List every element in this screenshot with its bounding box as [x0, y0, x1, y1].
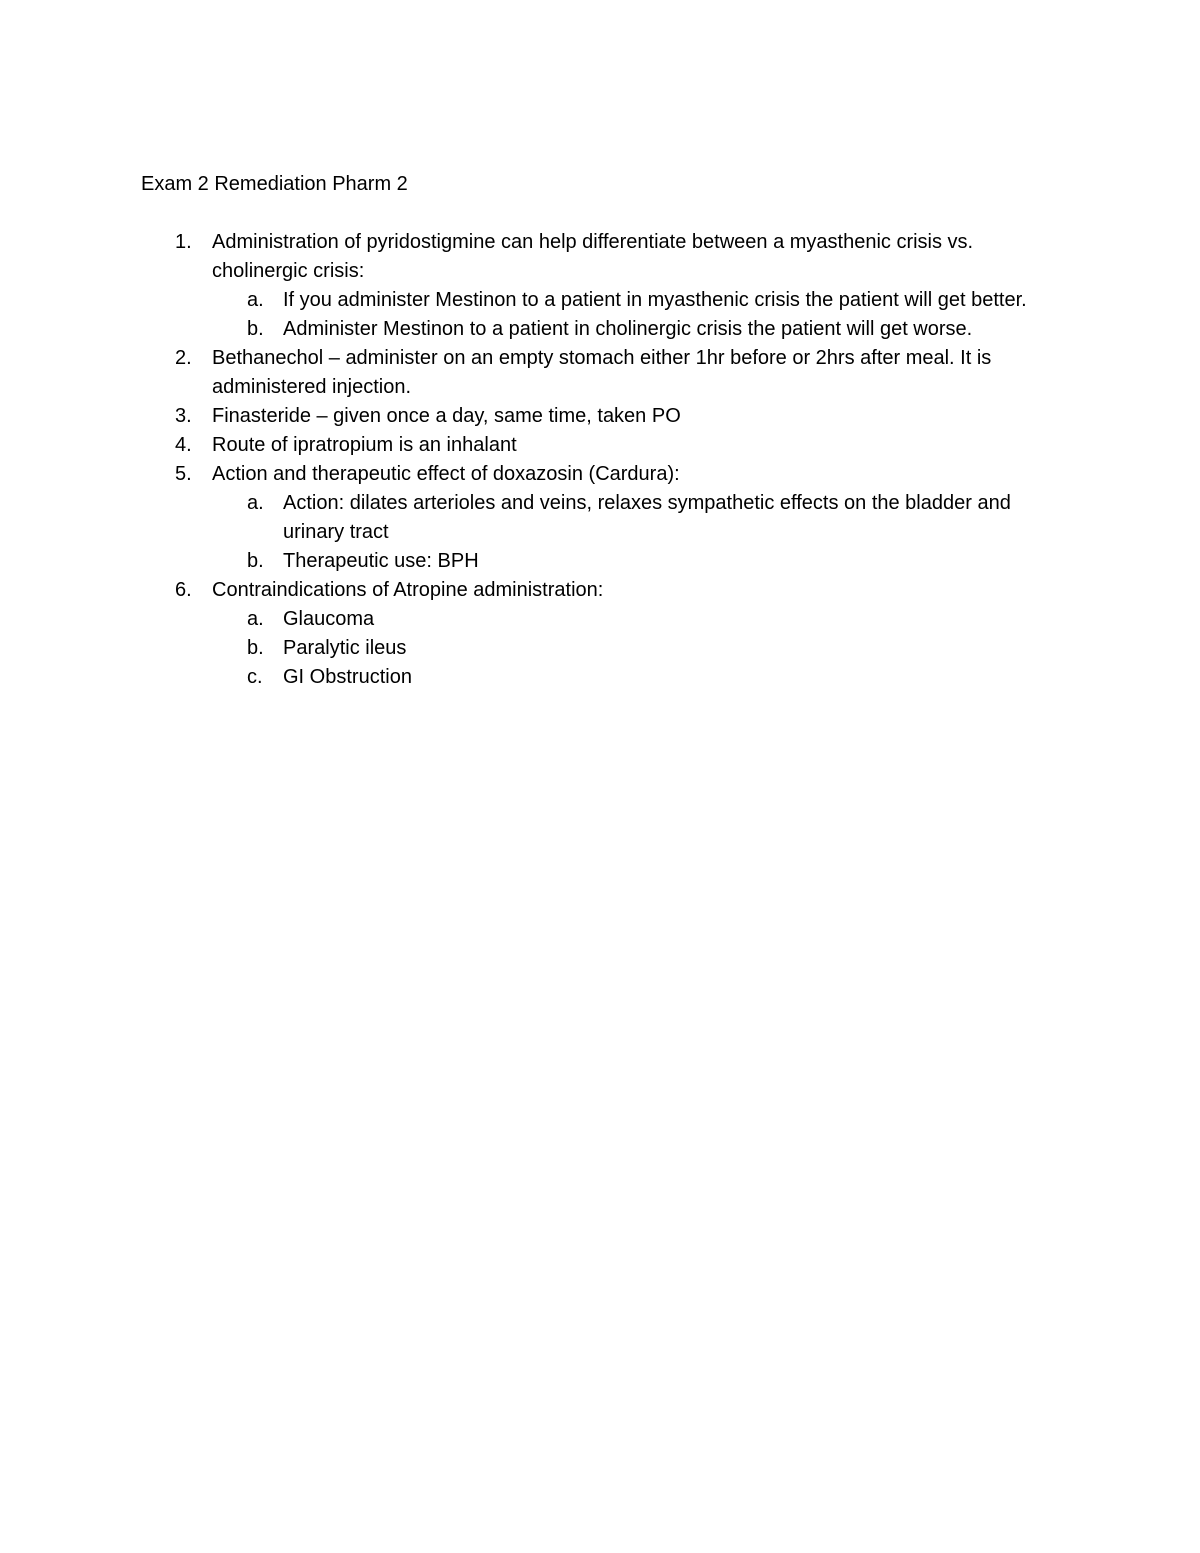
- sub-item-letter: b.: [247, 550, 264, 572]
- sub-list: [212, 605, 1061, 692]
- remediation-list: [141, 228, 1061, 692]
- list-item: [141, 576, 1061, 692]
- sub-list-item: [212, 663, 1061, 692]
- sub-item-text: Therapeutic use: BPH: [283, 550, 479, 572]
- document-title: Exam 2 Remediation Pharm 2: [141, 173, 408, 195]
- sub-item-letter: c.: [247, 666, 263, 688]
- item-number: 4.: [175, 434, 192, 456]
- item-number: 1.: [175, 231, 192, 253]
- sub-list-item: [212, 286, 1061, 315]
- sub-item-text: Action: dilates arterioles and veins, relaxes sympathetic effects on the bladder and urinary tract: [283, 492, 1011, 543]
- sub-item-letter: b.: [247, 318, 264, 340]
- sub-item-letter: a.: [247, 492, 264, 514]
- item-text: Finasteride – given once a day, same time, taken PO: [212, 405, 681, 427]
- item-number: 2.: [175, 347, 192, 369]
- sub-list-item: [212, 605, 1061, 634]
- item-text: Administration of pyridostigmine can help differentiate between a myasthenic crisis vs. cholinergic crisis:: [212, 231, 974, 282]
- item-number: 3.: [175, 405, 192, 427]
- list-item: [141, 402, 1061, 431]
- sub-list-item: [212, 547, 1061, 576]
- sub-item-text: Glaucoma: [283, 608, 375, 630]
- item-text: Action and therapeutic effect of doxazosin (Cardura):: [212, 463, 680, 485]
- item-text: Bethanechol – administer on an empty stomach either 1hr before or 2hrs after meal. It is administered injection.: [212, 347, 992, 398]
- sub-item-letter: a.: [247, 608, 264, 630]
- sub-list: [212, 489, 1061, 576]
- list-item: [141, 228, 1061, 344]
- sub-item-text: Administer Mestinon to a patient in cholinergic crisis the patient will get worse.: [283, 318, 973, 340]
- item-number: 6.: [175, 579, 192, 601]
- sub-item-text: Paralytic ileus: [283, 637, 407, 659]
- sub-list: [212, 286, 1061, 344]
- list-item: [141, 431, 1061, 460]
- list-item: [141, 460, 1061, 576]
- item-number: 5.: [175, 463, 192, 485]
- sub-item-text: If you administer Mestinon to a patient in myasthenic crisis the patient will get better.: [283, 289, 1027, 311]
- sub-list-item: [212, 315, 1061, 344]
- sub-list-item: [212, 489, 1061, 547]
- sub-item-letter: a.: [247, 289, 264, 311]
- list-item: [141, 344, 1061, 402]
- item-text: Route of ipratropium is an inhalant: [212, 434, 517, 456]
- sub-item-text: GI Obstruction: [283, 666, 412, 688]
- sub-item-letter: b.: [247, 637, 264, 659]
- sub-list-item: [212, 634, 1061, 663]
- item-text: Contraindications of Atropine administration:: [212, 579, 604, 601]
